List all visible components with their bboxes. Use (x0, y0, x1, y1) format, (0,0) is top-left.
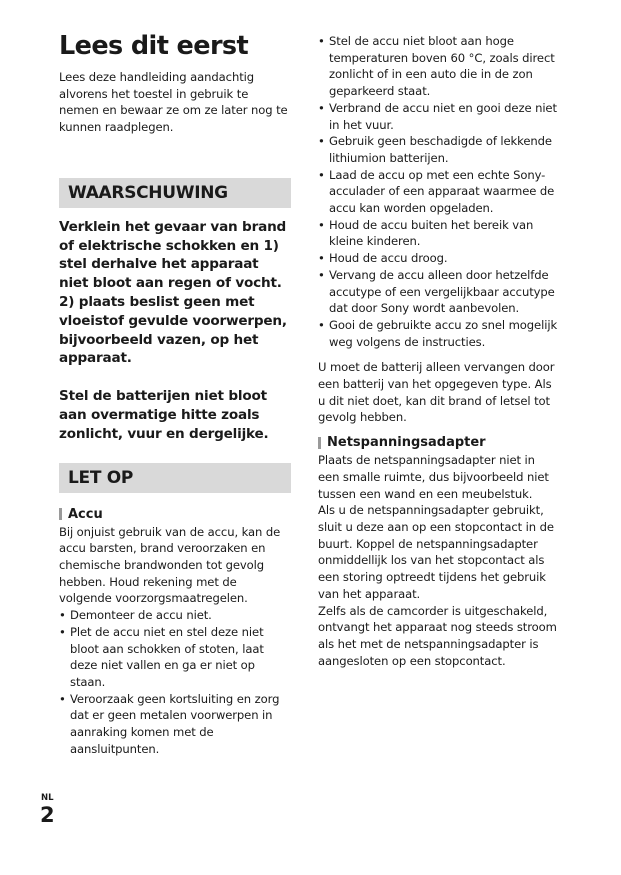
adapter-paragraph-2: Als u de netspanningsadapter gebruikt, sluit u deze aan op een stopcontact in de buurt. Koppel de netspanningsadapter onmiddellijk los van het stopcontact als een storing optreedt tijdens het gebruik van het apparaat. (318, 503, 554, 601)
warning-heading: WAARSCHUWING (59, 178, 291, 208)
page-number: 2 (40, 803, 55, 827)
adapter-paragraph-3: Zelfs als de camcorder is uitgeschakeld, ontvangt het apparaat nog steeds stroom als het met de netspanningsadapter is aangesloten op een stopcontact. (318, 603, 557, 668)
warning-paragraph-2: Stel de batterijen niet bloot aan overmatige hitte zoals zonlicht, vuur en dergelijke. (59, 388, 269, 442)
language-code: NL (41, 793, 54, 803)
caution-heading: LET OP (59, 463, 291, 493)
list-item: • Stel de accu niet bloot aan hoge temperaturen boven 60 °C, zoals direct zonlicht of in een auto die in de zon geparkeerd staat. (318, 33, 558, 100)
subheading-marker (318, 437, 321, 449)
battery-replace-note: U moet de batterij alleen vervangen door een batterij van het opgegeven type. Als u dit niet doet, kan dit brand of letsel tot gevolg hebben. (318, 360, 555, 425)
accu-bullet-list-left (59, 607, 291, 757)
warning-paragraph-1: Verklein het gevaar van brand of elektrische schokken en 1) stel derhalve het apparaat niet bloot aan regen of vocht. 2) plaats beslist geen met vloeistof gevulde voorwerpen, bijvoorbeeld vazen, op het apparaat. (59, 218, 287, 367)
list-item: • Laad de accu op met een echte Sony-acculader of een apparaat waarmee de accu kan worden opgeladen. (318, 167, 558, 217)
list-item: • Plet de accu niet en stel deze niet bloot aan schokken of stoten, laat deze niet vallen en ga er niet op staan. (59, 624, 291, 691)
page-title: Lees dit eerst (59, 31, 249, 61)
list-item: • Demonteer de accu niet. (59, 607, 291, 624)
intro-text: Lees deze handleiding aandachtig alvorens het toestel in gebruik te nemen en bewaar ze om ze later nog te kunnen raadplegen. (59, 70, 288, 135)
adapter-paragraph-1: Plaats de netspanningsadapter niet in een smalle ruimte, dus bijvoorbeeld niet tussen een wand en een meubelstuk. (318, 453, 549, 501)
list-item: • Gooi de gebruikte accu zo snel mogelijk weg volgens de instructies. (318, 317, 558, 350)
adapter-subheading (318, 435, 558, 450)
list-item: • Vervang de accu alleen door hetzelfde accutype of een vergelijkbaar accutype dat door Sony wordt aanbevolen. (318, 267, 558, 317)
list-item: • Gebruik geen beschadigde of lekkende lithiumion batterijen. (318, 133, 558, 166)
right-column (318, 33, 558, 669)
list-item: • Houd de accu droog. (318, 250, 558, 267)
accu-paragraph: Bij onjuist gebruik van de accu, kan de accu barsten, brand veroorzaken en chemische brandwonden tot gevolg hebben. Houd rekening met de volgende voorzorgsmaatregelen. (59, 524, 281, 606)
accu-bullet-list-right (318, 33, 558, 350)
left-column (59, 30, 291, 757)
list-item: • Veroorzaak geen kortsluiting en zorg dat er geen metalen voorwerpen in aanraking komen met de aansluitpunten. (59, 691, 291, 758)
adapter-subheading-label: Netspanningsadapter (327, 435, 486, 451)
accu-subheading-label: Accu (68, 506, 103, 522)
subheading-marker (59, 508, 62, 520)
list-item: • Houd de accu buiten het bereik van kleine kinderen. (318, 217, 558, 250)
accu-subheading (59, 507, 291, 522)
list-item: • Verbrand de accu niet en gooi deze niet in het vuur. (318, 100, 558, 133)
